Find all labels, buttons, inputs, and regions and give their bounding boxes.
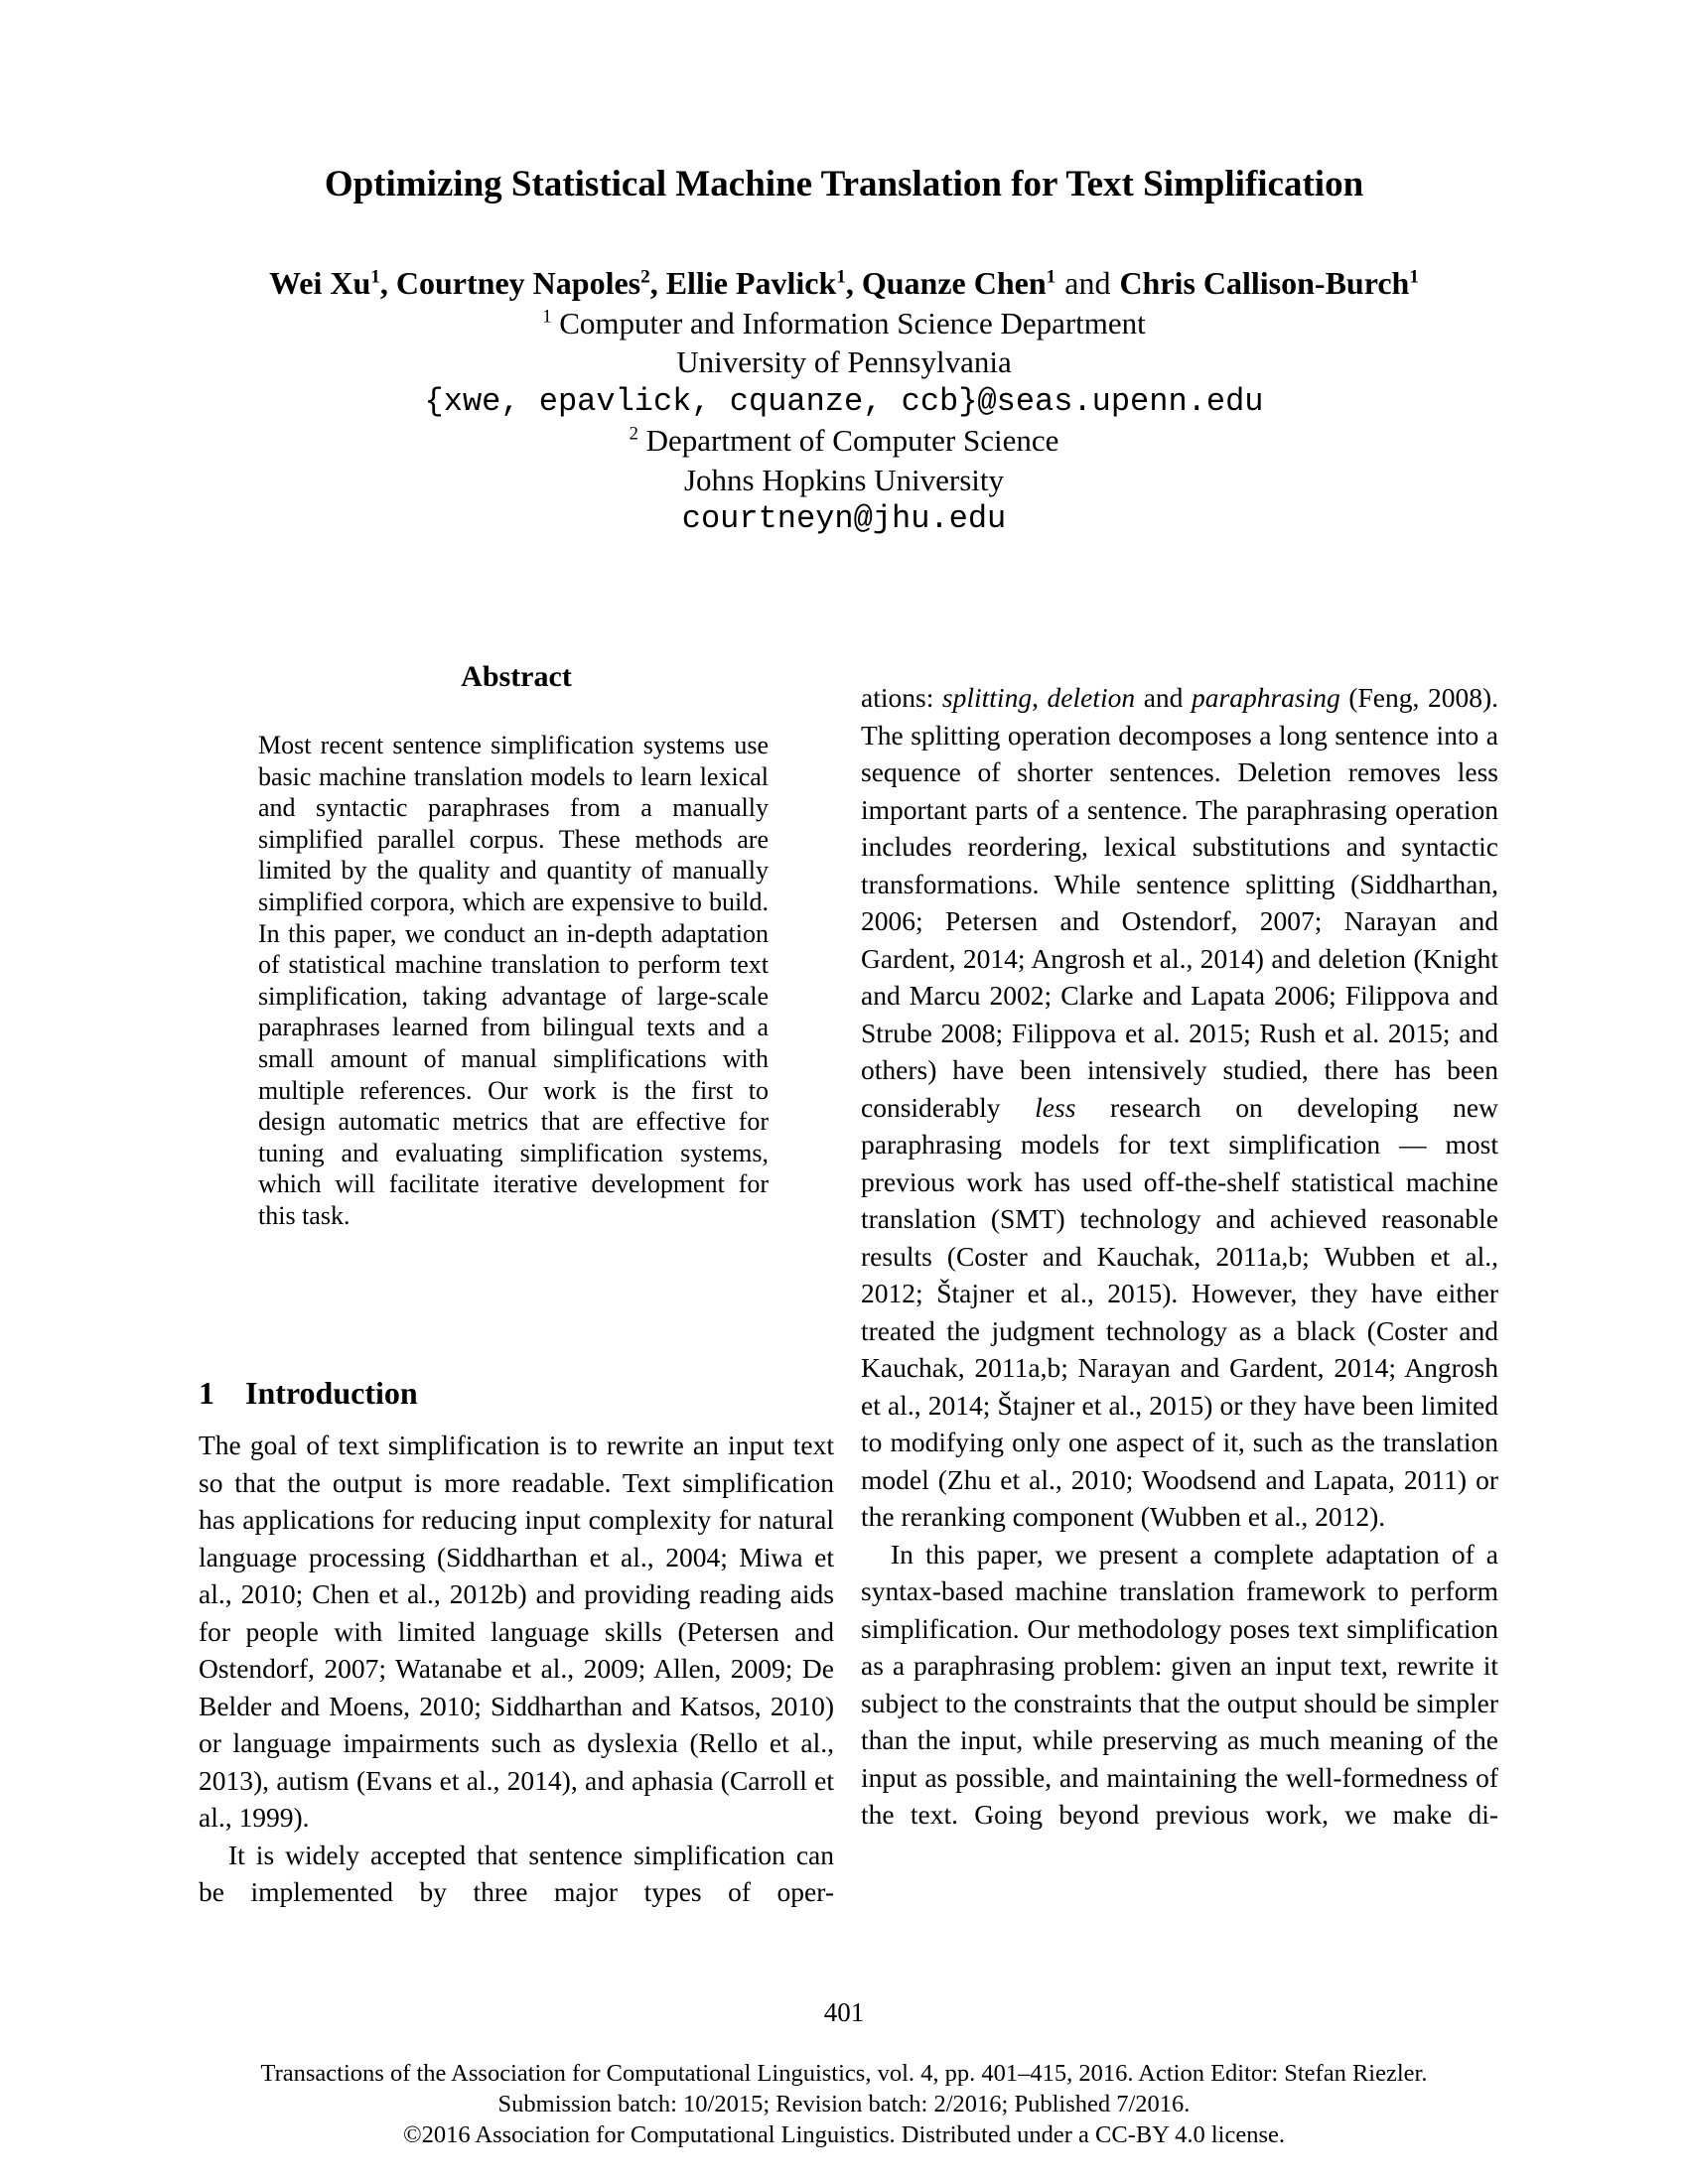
affiliation-2-institution: Johns Hopkins University	[683, 462, 1005, 497]
footer-line-batches: Submission batch: 10/2015; Revision batch: 2/2016; Published 7/2016.	[497, 2091, 1191, 2117]
affiliation-1-email: {xwe, epavlick, cquanze, ccb}@seas.upenn.edu	[424, 382, 1264, 420]
header-block	[0, 264, 1688, 539]
affiliation-1-department: $^1$ Computer and Information Science Department	[542, 305, 1146, 341]
section-number: 1	[199, 1375, 214, 1411]
right-column	[861, 679, 1498, 1834]
author-line: Wei Xu$^1$, Courtney Napoles$^2$, Ellie Pavlick$^1$, Quanze Chen$^1$ and Chris Callison-Burch$^1$	[269, 265, 1419, 301]
affiliation-1-institution: University of Pennsylvania	[676, 344, 1012, 379]
paragraph: The goal of text simplification is to rewrite an input text so that the output is more readable. Text simplification has applications for reducing input complexity for natural language processing (Siddharthan et al., 2004; Miwa et al., 2010; Chen et al., 2012b) and providing reading aids for people with limited language skills (Petersen and Ostendorf, 2007; Watanabe et al., 2009; Allen, 2009; De Belder and Moens, 2010; Siddharthan and Katsos, 2010) or language impairments such as dyslexia (Rello et al., 2013), autism (Evans et al., 2014), and aphasia (Carroll et al., 1999).	[199, 1430, 834, 1833]
introduction-section	[199, 1375, 834, 1911]
page-number: 401	[823, 1997, 865, 2027]
affiliation-2-department: $^2$ Department of Computer Science	[629, 423, 1059, 458]
paper-title: Optimizing Statistical Machine Translation for Text Simplification	[324, 164, 1364, 205]
paragraph: In this paper, we present a complete adaptation of a syntax-based machine translation framework to perform simplification. Our methodology poses text simplification as a paraphrasing problem: given an input text, rewrite it subject to the constraints that the output should be simpler than the input, while preserving as much meaning of the input as possible, and maintaining the well-formedness of the text. Going beyond previous work, we make di-	[861, 1538, 1498, 1830]
section-title: Introduction	[245, 1375, 418, 1411]
footer	[0, 2058, 1688, 2150]
footer-line-license: ©2016 Association for Computational Linguistics. Distributed under a CC-BY 4.0 license.	[402, 2121, 1286, 2148]
abstract-heading: Abstract	[461, 660, 572, 693]
affiliation-2-email: courtneyn@jhu.edu	[681, 500, 1007, 537]
abstract-section	[199, 659, 834, 1258]
footer-line-journal: Transactions of the Association for Computational Linguistics, vol. 4, pp. 401–415, 2016. Action Editor: Stefan Riezler.	[260, 2060, 1428, 2087]
section-heading-introduction	[199, 1375, 834, 1411]
abstract-text: Most recent sentence simplification systems use basic machine translation models to learn lexical and syntactic paraphrases from a manually simplified parallel corpus. These methods are limited by the quality and quantity of manually simplified corpora, which are expensive to build. In this paper, we conduct an in-depth adaptation of statistical machine translation to perform text simplification, taking advantage of large-scale paraphrases learned from bilingual texts and a small amount of manual simplifications with multiple references. Our work is the first to design automatic metrics that are effective for tuning and evaluating simplification systems, which will facilitate iterative development for this task.	[258, 731, 769, 1230]
paragraph: ations: splitting, deletion and paraphrasing (Feng, 2008). The splitting operation decomposes a long sentence into a sequence of shorter sentences. Deletion removes less important parts of a sentence. The paraphrasing operation includes reordering, lexical substitutions and syntactic transformations. While sentence splitting (Siddharthan, 2006; Petersen and Ostendorf, 2007; Narayan and Gardent, 2014; Angrosh et al., 2014) and deletion (Knight and Marcu 2002; Clarke and Lapata 2006; Filippova and Strube 2008; Filippova et al. 2015; Rush et al. 2015; and others) have been intensively studied, there has been considerably less research on developing new paraphrasing models for text simplification — most previous work has used off-the-shelf statistical machine translation (SMT) technology and achieved reasonable results (Coster and Kauchak, 2011a,b; Wubben et al., 2012; Štajner et al., 2015). However, they have either treated the judgment technology as a black (Coster and Kauchak, 2011a,b; Narayan and Gardent, 2014; Angrosh et al., 2014; Štajner et al., 2015) or they have been limited to modifying only one aspect of it, such as the translation model (Zhu et al., 2010; Woodsend and Lapata, 2011) or the reranking component (Wubben et al., 2012).	[861, 682, 1498, 1532]
paragraph: It is widely accepted that sentence simplification can be implemented by three major types of oper-	[199, 1839, 834, 1907]
